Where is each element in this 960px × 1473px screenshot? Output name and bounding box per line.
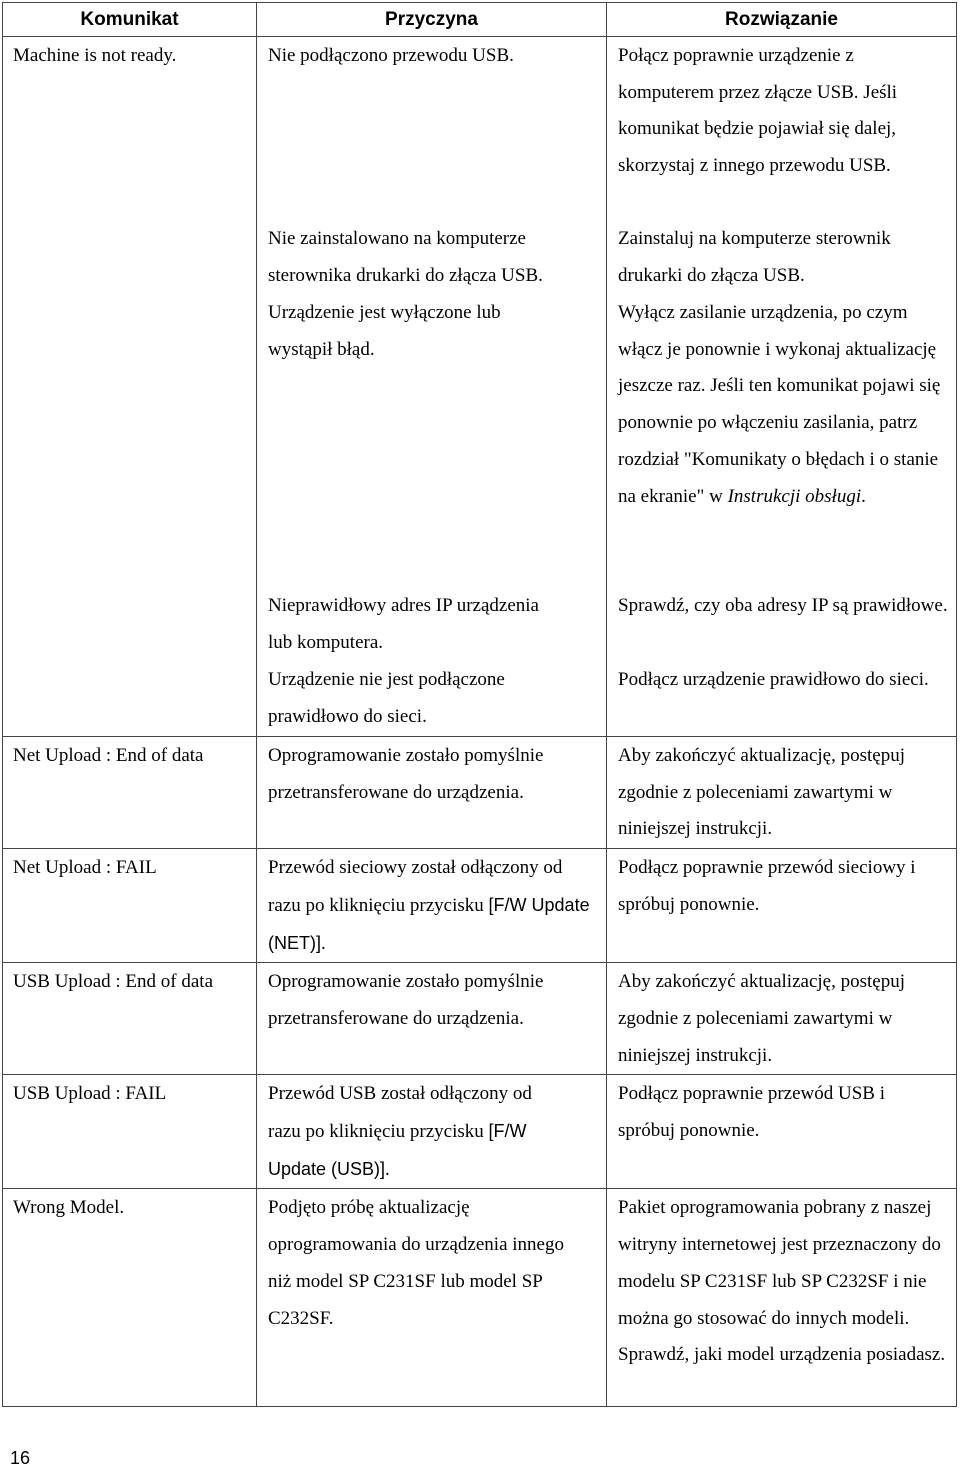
solution-text: Aby zakończyć aktualizację, postępuj zgodnie z poleceniami zawartymi w niniejszej instrukcji.	[618, 745, 905, 840]
message-text: USB Upload : End of data	[13, 971, 214, 993]
solution-text: Podłącz poprawnie przewód USB i spróbuj ponownie.	[618, 1083, 885, 1142]
header-message: Komunikat	[3, 3, 257, 37]
cause-item: Urządzenie nie jest podłączone prawidłowo do sieci.	[268, 669, 505, 727]
table-row	[3, 849, 957, 963]
cause-end-punct: .	[385, 1158, 390, 1180]
fw-update-net-button-label: [F/W Update (NET)]	[268, 894, 590, 953]
table-row	[3, 1075, 957, 1189]
solution-item: Podłącz urządzenie prawidłowo do sieci.	[618, 669, 929, 690]
header-cause: Przyczyna	[257, 3, 607, 37]
table-row	[3, 737, 957, 849]
table-row	[3, 1189, 957, 1407]
fw-update-usb-button-label: [F/W Update (USB)]	[268, 1121, 527, 1179]
manual-reference: Instrukcji obsługi	[727, 485, 862, 507]
message-cell	[3, 849, 257, 963]
cause-cell	[257, 963, 607, 1075]
solution-text: Pakiet oprogramowania pobrany z naszej witryny internetowej jest przeznaczony do modelu SP C231SF lub SP C232SF i nie można go stosować do innych modeli. Sprawdź, jaki model urządzenia posiadasz.	[618, 1197, 946, 1366]
message-cell	[3, 1189, 257, 1407]
cause-end-punct: .	[321, 932, 326, 954]
cause-cell	[257, 737, 607, 849]
message-text: Net Upload : End of data	[13, 745, 204, 766]
cause-item: Nieprawidłowy adres IP urządzenia lub komputera.	[268, 595, 539, 653]
message-text: Wrong Model.	[13, 1197, 125, 1219]
solution-item: Zainstaluj na komputerze sterownik drukarki do złącza USB.	[618, 228, 891, 286]
solution-text: Aby zakończyć aktualizację, postępuj zgodnie z poleceniami zawartymi w niniejszej instrukcji.	[618, 971, 905, 1066]
solution-cell	[607, 37, 957, 737]
solution-cell	[607, 849, 957, 963]
message-cell	[3, 963, 257, 1075]
cause-text: Przewód sieciowy został odłączony od razu po kliknięciu przycisku	[268, 857, 563, 916]
table-row	[3, 963, 957, 1075]
message-cell	[3, 1075, 257, 1189]
message-text: Machine is not ready.	[13, 45, 177, 66]
table-header-row	[3, 3, 957, 37]
cause-item: Urządzenie jest wyłączone lub wystąpił błąd.	[268, 302, 501, 360]
solution-text: Wyłącz zasilanie urządzenia, po czym włącz je ponownie i wykonaj aktualizację jeszcze raz. Jeśli ten komunikat pojawi się ponownie po włączeniu zasilania, patrz rozdział "Komunikaty o błędach i o stanie na ekranie" w	[618, 302, 941, 507]
cause-text: Podjęto próbę aktualizację oprogramowania do urządzenia innego niż model SP C231SF lub model SP C232SF.	[268, 1197, 564, 1329]
message-text: Net Upload : FAIL	[13, 857, 157, 879]
solution-cell	[607, 963, 957, 1075]
solution-item: Sprawdź, czy oba adresy IP są prawidłowe.	[618, 595, 948, 616]
message-cell	[3, 37, 257, 737]
cause-text: Przewód USB został odłączony od razu po kliknięciu przycisku	[268, 1083, 532, 1143]
message-cell	[3, 737, 257, 849]
cause-item: Nie podłączono przewodu USB.	[268, 45, 514, 66]
error-messages-table	[2, 2, 957, 1407]
solution-item	[618, 295, 948, 588]
solution-cell	[607, 737, 957, 849]
header-solution: Rozwiązanie	[607, 3, 957, 37]
cause-cell	[257, 37, 607, 737]
cause-text: Oprogramowanie zostało pomyślnie przetransferowane do urządzenia.	[268, 971, 544, 1029]
solution-cell	[607, 1075, 957, 1189]
message-text: USB Upload : FAIL	[13, 1083, 167, 1105]
cause-cell	[257, 1189, 607, 1407]
cause-cell	[257, 849, 607, 963]
solution-text: Podłącz poprawnie przewód sieciowy i spróbuj ponownie.	[618, 857, 916, 915]
page-number: 16	[10, 1448, 31, 1468]
table-row	[3, 37, 957, 737]
solution-item: Połącz poprawnie urządzenie z komputerem przez złącze USB. Jeśli komunikat będzie pojawiał się dalej, skorzystaj z innego przewodu USB.	[618, 45, 898, 177]
cause-text: Oprogramowanie zostało pomyślnie przetransferowane do urządzenia.	[268, 745, 544, 803]
solution-end-punct: .	[861, 485, 866, 507]
cause-item: Nie zainstalowano na komputerze sterownika drukarki do złącza USB.	[268, 228, 543, 286]
cause-cell	[257, 1075, 607, 1189]
solution-cell	[607, 1189, 957, 1407]
